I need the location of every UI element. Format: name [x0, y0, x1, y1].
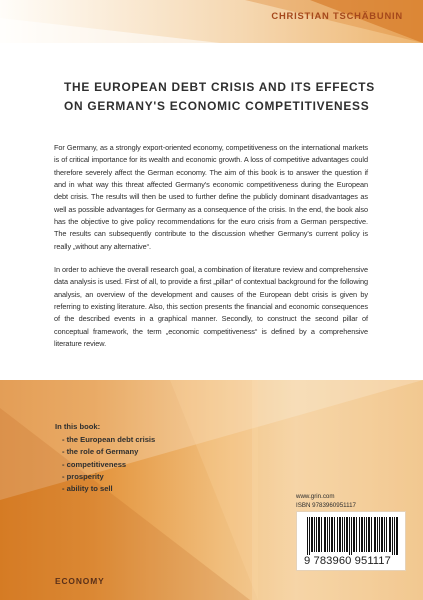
description-paragraph-2: In order to achieve the overall research goal, a combination of literature review and comprehensive data analysis is used. First of all, to provide a first „pillar“ of contextual background for the following analysis, an overview of the development and causes of the European debt crisis is given by referring to existing literature. Also, this section presents the financial and economic consequences of the described events in a graphical manner. Secondly, to construct the second pillar of conceptual framework, the term „economic competitiveness“ is defined by a comprehensive literature review. [54, 265, 368, 349]
in-this-book-item: - ability to sell [62, 484, 113, 494]
in-this-book-item: - competitiveness [62, 459, 127, 469]
description-paragraph-1: For Germany, as a strongly export-oriented economy, competitiveness on the international markets is of critical importance for its wealth and economic growth. A loss of competitive advantages could therefore severely affect the German economy. The aim of this book is to answer the question if and in what way this threat affected Germany's economic competitiveness during the European debt crisis. The results will then be used to further define the publicly dominant disadvantages as well as possible advantages for Germany as a consequence of the crisis. In the end, the book also has the objective to give policy recommendations for the euro crisis from a German perspective. The results can subsequently contribute to the discussion whether Germany's current policy is really „without any alternative“. [54, 143, 368, 251]
in-this-book-item: - prosperity [62, 472, 104, 482]
top-band-dark-orange-shape [310, 0, 423, 43]
book-title-line-2: ON GERMANY'S ECONOMIC COMPETITIVENESS [64, 98, 370, 113]
publisher-url: www.grin.com [296, 493, 335, 500]
top-decorative-band [0, 0, 423, 43]
in-this-book-list [62, 434, 155, 496]
author-name: CHRISTIAN TSCHÄBUNIN [271, 10, 403, 21]
category-label: ECONOMY [55, 576, 105, 586]
isbn-text: ISBN 9783960951117 [296, 502, 356, 509]
in-this-book-item: - the European debt crisis [62, 435, 156, 444]
in-this-book-item: - the role of Germany [62, 447, 139, 457]
isbn-barcode [296, 511, 406, 571]
barcode-number: 9 783960 951117 [304, 555, 391, 567]
top-band-light-shape [0, 18, 220, 43]
in-this-book-heading: In this book: [55, 422, 101, 431]
book-title-line-1: THE EUROPEAN DEBT CRISIS AND ITS EFFECTS [64, 80, 375, 94]
barcode-icon [307, 517, 400, 555]
book-description [54, 142, 368, 362]
lower-band-diagonal-highlight [170, 380, 258, 600]
book-title [64, 78, 384, 115]
